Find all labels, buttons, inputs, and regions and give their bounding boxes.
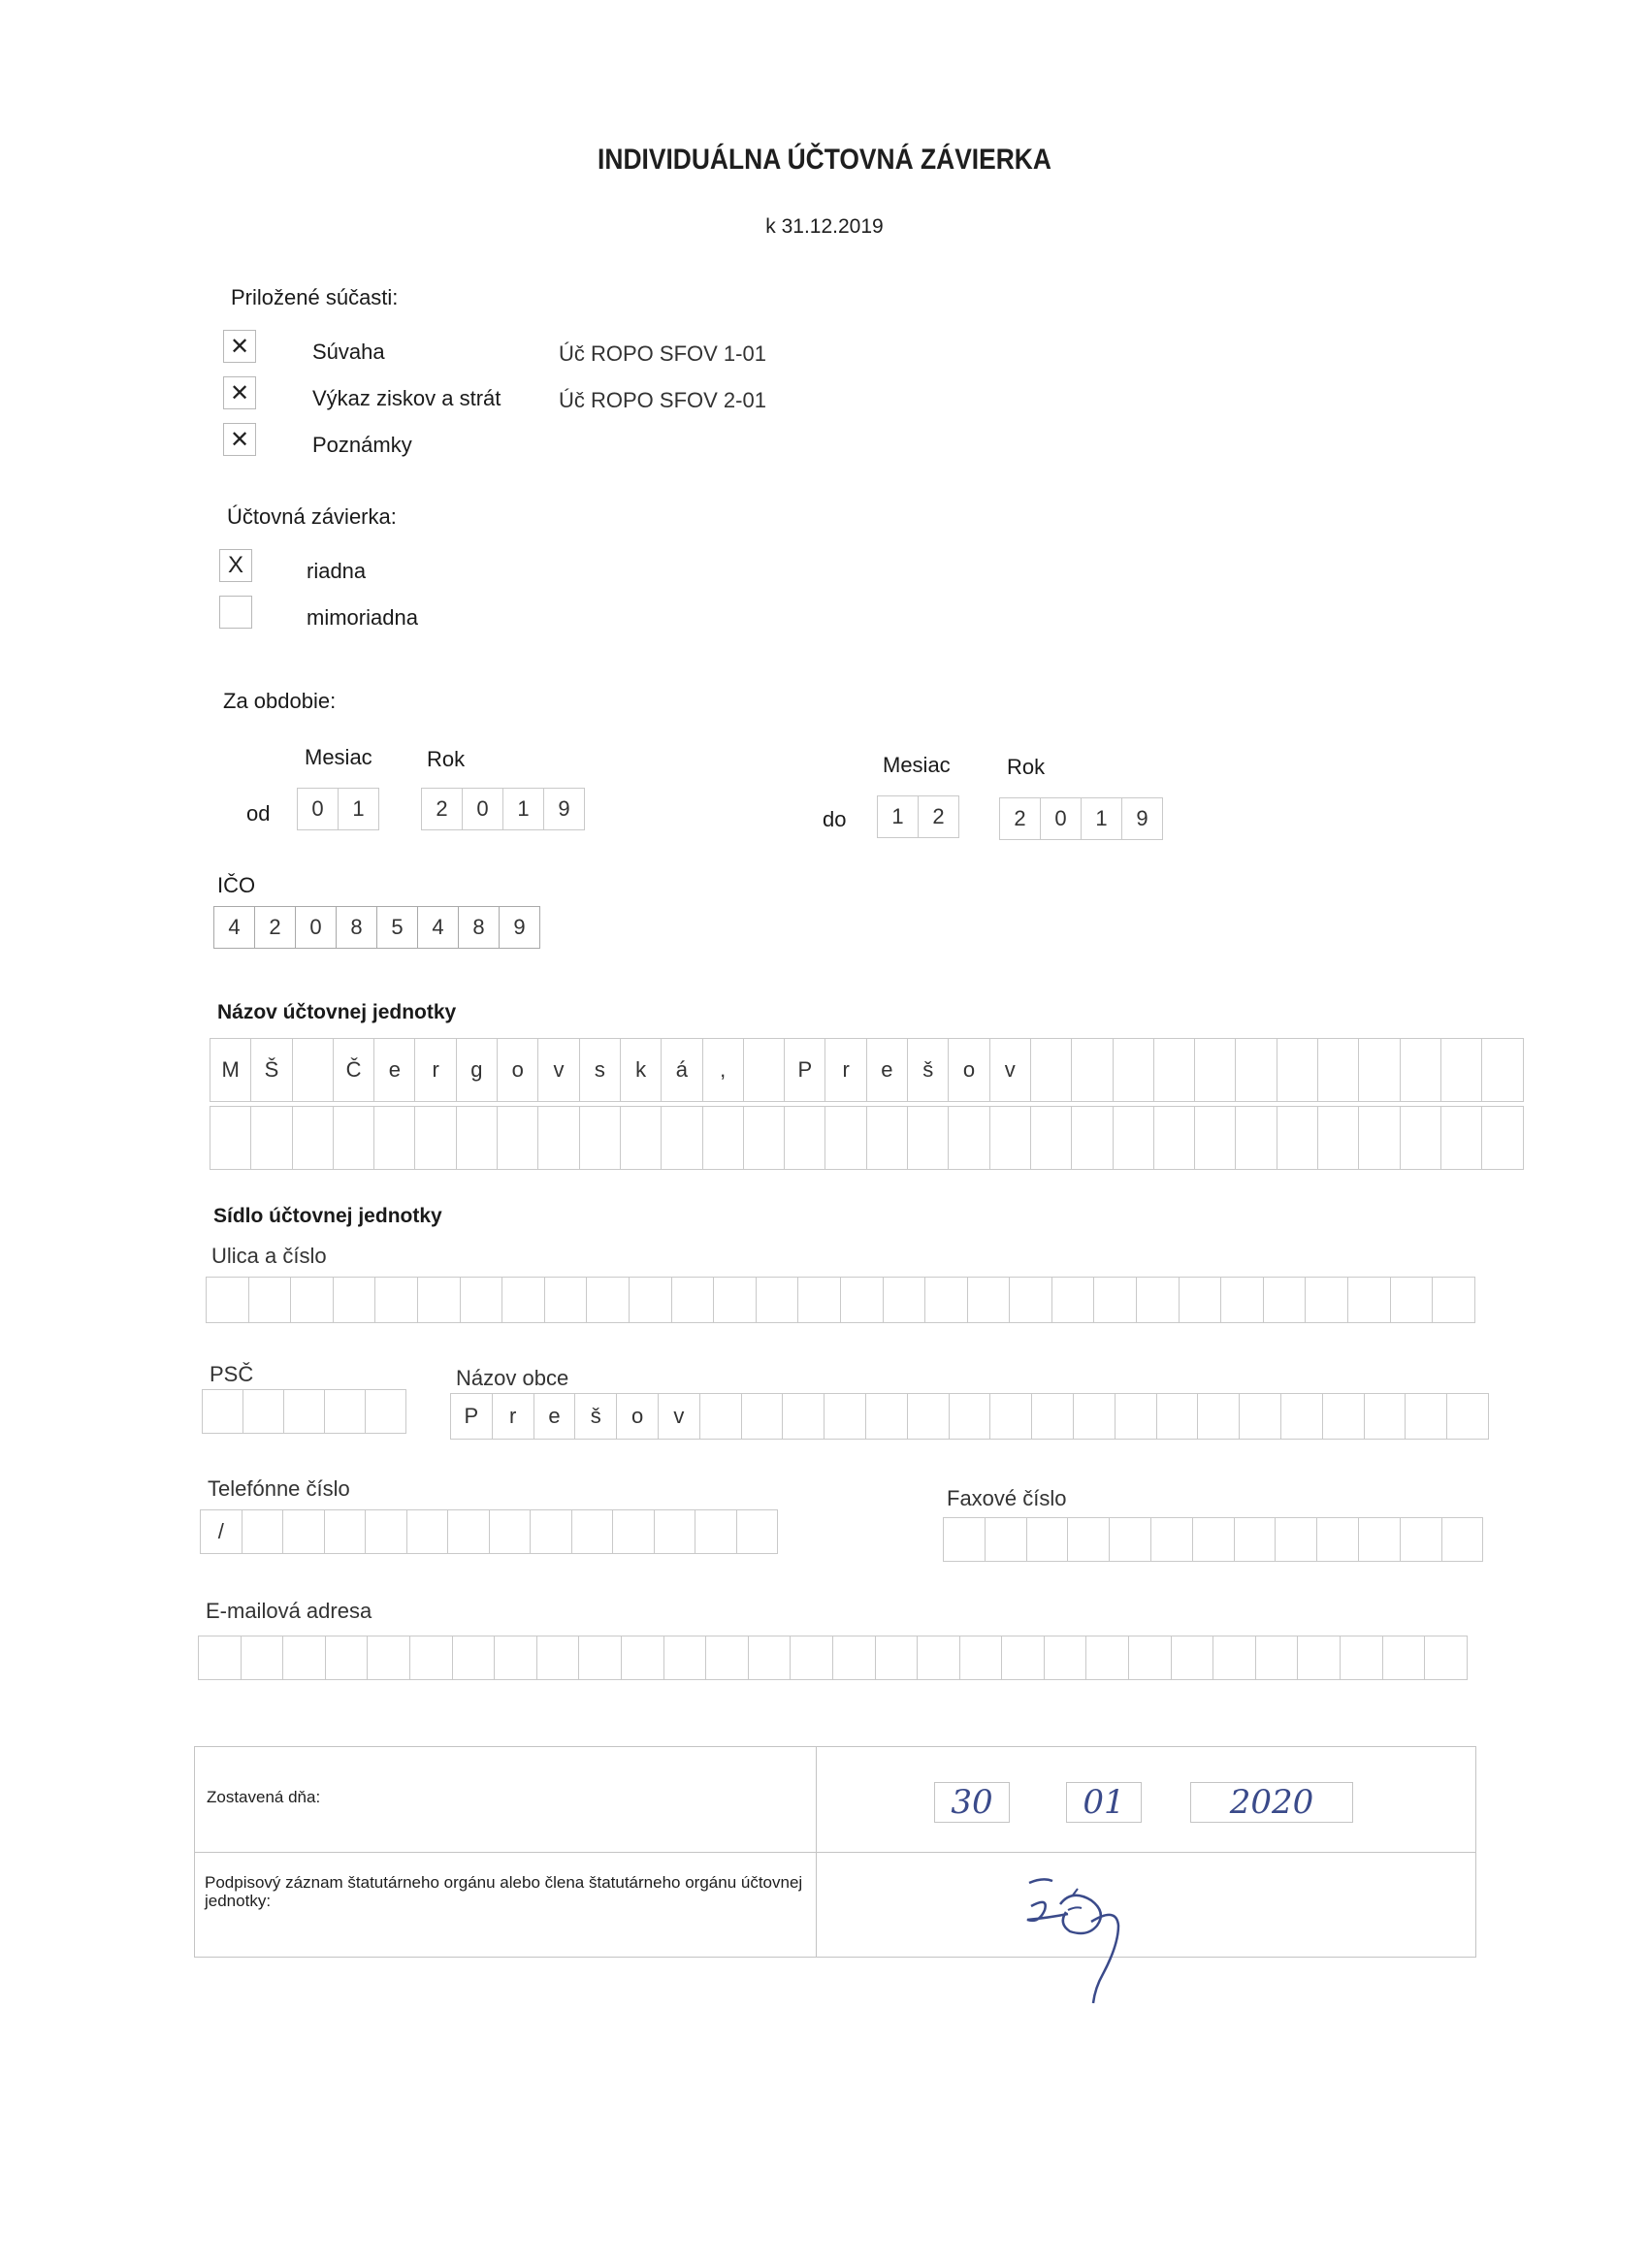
char-cell bbox=[944, 1517, 986, 1562]
compiled-date-label: Zostavená dňa: bbox=[207, 1788, 321, 1806]
char-cell bbox=[744, 1038, 785, 1102]
char-cell bbox=[1157, 1393, 1199, 1440]
digit-cell: 0 bbox=[463, 788, 503, 830]
char-cell: k bbox=[621, 1038, 662, 1102]
char-cell bbox=[1482, 1106, 1523, 1170]
char-cell bbox=[990, 1393, 1032, 1440]
char-cell bbox=[1154, 1106, 1195, 1170]
char-cell: Č bbox=[334, 1038, 374, 1102]
char-cell bbox=[242, 1636, 284, 1680]
period-from-year-label: Rok bbox=[427, 747, 466, 771]
period-heading: Za obdobie: bbox=[223, 689, 337, 713]
char-cell bbox=[714, 1277, 757, 1323]
char-cell bbox=[407, 1509, 449, 1554]
char-cell: r bbox=[825, 1038, 866, 1102]
char-cell bbox=[203, 1389, 243, 1434]
char-cell bbox=[1172, 1636, 1214, 1680]
char-cell bbox=[242, 1509, 284, 1554]
char-cell bbox=[990, 1106, 1031, 1170]
char-cell bbox=[531, 1509, 572, 1554]
char-cell bbox=[1027, 1517, 1069, 1562]
char-cell bbox=[1213, 1636, 1256, 1680]
char-cell bbox=[1348, 1277, 1391, 1323]
period-to-month-label: Mesiac bbox=[883, 753, 951, 777]
char-cell bbox=[461, 1277, 503, 1323]
char-cell bbox=[1045, 1636, 1087, 1680]
char-cell bbox=[283, 1636, 326, 1680]
char-cell bbox=[1137, 1277, 1180, 1323]
char-cell: á bbox=[662, 1038, 702, 1102]
char-cell bbox=[757, 1277, 799, 1323]
char-cell: s bbox=[580, 1038, 621, 1102]
char-cell bbox=[1010, 1277, 1052, 1323]
attachment-code: Úč ROPO SFOV 1-01 bbox=[559, 341, 766, 366]
signature-label: Podpisový záznam štatutárneho orgánu alebo člena štatutárneho orgánu účtovnej jednotky: bbox=[205, 1873, 803, 1910]
char-cell bbox=[744, 1106, 785, 1170]
digit-cell: 9 bbox=[1122, 797, 1163, 840]
char-cell bbox=[1031, 1106, 1072, 1170]
attachment-checkbox-suvaha[interactable]: ✕ bbox=[223, 330, 256, 363]
char-cell bbox=[334, 1106, 374, 1170]
char-cell bbox=[950, 1393, 991, 1440]
closing-type-label-mimoriadna: mimoriadna bbox=[307, 605, 418, 630]
char-cell bbox=[1180, 1277, 1222, 1323]
char-cell bbox=[622, 1636, 664, 1680]
digit-cell: 0 bbox=[296, 906, 337, 949]
report-date: k 31.12.2019 bbox=[765, 215, 884, 238]
char-cell bbox=[1365, 1393, 1406, 1440]
char-cell bbox=[291, 1277, 334, 1323]
char-cell bbox=[700, 1393, 742, 1440]
period-to-label: do bbox=[823, 807, 847, 831]
char-cell bbox=[334, 1277, 376, 1323]
char-cell bbox=[210, 1106, 251, 1170]
char-cell bbox=[545, 1277, 588, 1323]
column-divider bbox=[816, 1747, 817, 1957]
char-cell bbox=[587, 1277, 630, 1323]
char-cell bbox=[1359, 1038, 1400, 1102]
char-cell: r bbox=[415, 1038, 456, 1102]
phone-field[interactable] bbox=[200, 1509, 778, 1554]
char-cell bbox=[1447, 1393, 1489, 1440]
char-cell bbox=[833, 1636, 876, 1680]
char-cell bbox=[655, 1509, 696, 1554]
char-cell: v bbox=[538, 1038, 579, 1102]
char-cell bbox=[785, 1106, 825, 1170]
attachment-label: Súvaha bbox=[312, 340, 385, 364]
digit-cell: 9 bbox=[500, 906, 540, 949]
char-cell bbox=[1425, 1636, 1468, 1680]
char-cell bbox=[1114, 1038, 1154, 1102]
char-cell bbox=[908, 1393, 950, 1440]
char-cell bbox=[251, 1106, 292, 1170]
char-cell bbox=[1151, 1517, 1193, 1562]
closing-type-checkbox-mimoriadna[interactable] bbox=[219, 596, 252, 629]
ico-label: IČO bbox=[217, 873, 256, 897]
compiled-day-field[interactable] bbox=[934, 1782, 1010, 1823]
char-cell bbox=[1401, 1106, 1441, 1170]
char-cell: o bbox=[498, 1038, 538, 1102]
char-cell bbox=[1441, 1106, 1482, 1170]
char-cell bbox=[1240, 1393, 1281, 1440]
char-cell bbox=[1433, 1277, 1475, 1323]
char-cell: Š bbox=[251, 1038, 292, 1102]
closing-type-checkbox-riadna[interactable]: X bbox=[219, 549, 252, 582]
char-cell bbox=[1221, 1277, 1264, 1323]
period-to-month-field[interactable] bbox=[877, 795, 959, 838]
char-cell bbox=[621, 1106, 662, 1170]
char-cell bbox=[326, 1636, 369, 1680]
char-cell bbox=[695, 1509, 737, 1554]
char-cell bbox=[415, 1106, 456, 1170]
char-cell bbox=[1068, 1517, 1110, 1562]
char-cell bbox=[1264, 1277, 1307, 1323]
char-cell bbox=[374, 1106, 415, 1170]
char-cell bbox=[884, 1277, 926, 1323]
char-cell bbox=[418, 1277, 461, 1323]
attachment-label: Výkaz ziskov a strát bbox=[312, 386, 501, 410]
char-cell: š bbox=[908, 1038, 949, 1102]
entity-name-row-2[interactable] bbox=[210, 1106, 1524, 1170]
char-cell bbox=[986, 1517, 1027, 1562]
char-cell bbox=[613, 1509, 655, 1554]
char-cell: e bbox=[374, 1038, 415, 1102]
fax-field[interactable] bbox=[943, 1517, 1483, 1562]
digit-cell: 1 bbox=[339, 788, 379, 830]
entity-name-row-1[interactable] bbox=[210, 1038, 1524, 1102]
char-cell bbox=[293, 1106, 334, 1170]
char-cell bbox=[457, 1106, 498, 1170]
char-cell bbox=[325, 1389, 366, 1434]
char-cell bbox=[1277, 1038, 1318, 1102]
char-cell bbox=[249, 1277, 292, 1323]
char-cell bbox=[1323, 1393, 1365, 1440]
char-cell bbox=[867, 1106, 908, 1170]
street-field[interactable] bbox=[206, 1277, 1475, 1323]
char-cell bbox=[1114, 1106, 1154, 1170]
attachment-label: Poznámky bbox=[312, 433, 412, 457]
char-cell bbox=[1359, 1517, 1401, 1562]
char-cell bbox=[366, 1509, 407, 1554]
digit-cell: 1 bbox=[503, 788, 544, 830]
char-cell bbox=[1276, 1517, 1317, 1562]
char-cell bbox=[1094, 1277, 1137, 1323]
char-cell bbox=[366, 1389, 406, 1434]
char-cell bbox=[1441, 1038, 1482, 1102]
char-cell bbox=[1086, 1636, 1129, 1680]
ico-field[interactable] bbox=[213, 906, 540, 949]
char-cell bbox=[1318, 1106, 1359, 1170]
char-cell bbox=[284, 1389, 325, 1434]
char-cell bbox=[825, 1106, 866, 1170]
char-cell bbox=[1256, 1636, 1299, 1680]
entity-name-label: Názov účtovnej jednotky bbox=[217, 1001, 457, 1023]
street-label: Ulica a číslo bbox=[211, 1244, 327, 1268]
city-field[interactable] bbox=[450, 1393, 1489, 1440]
char-cell: e bbox=[534, 1393, 576, 1440]
attachments-heading: Priložené súčasti: bbox=[231, 285, 399, 309]
char-cell bbox=[791, 1636, 833, 1680]
digit-cell: 4 bbox=[214, 906, 255, 949]
char-cell bbox=[293, 1038, 334, 1102]
char-cell bbox=[742, 1393, 784, 1440]
char-cell bbox=[664, 1636, 707, 1680]
char-cell bbox=[1406, 1393, 1447, 1440]
compiled-year-field[interactable] bbox=[1190, 1782, 1353, 1823]
psc-field[interactable] bbox=[202, 1389, 406, 1434]
char-cell bbox=[453, 1636, 496, 1680]
digit-cell: 0 bbox=[1041, 797, 1082, 840]
compiled-day: 30 bbox=[951, 1783, 993, 1822]
digit-cell: 1 bbox=[878, 795, 919, 838]
char-cell bbox=[448, 1509, 490, 1554]
period-to-year-field[interactable] bbox=[999, 797, 1163, 840]
fax-label: Faxové číslo bbox=[947, 1486, 1067, 1510]
char-cell bbox=[949, 1106, 989, 1170]
char-cell bbox=[283, 1509, 325, 1554]
char-cell bbox=[1442, 1517, 1484, 1562]
digit-cell: 0 bbox=[298, 788, 339, 830]
char-cell bbox=[662, 1106, 702, 1170]
char-cell bbox=[1195, 1106, 1236, 1170]
char-cell bbox=[1074, 1393, 1116, 1440]
email-label: E-mailová adresa bbox=[206, 1599, 372, 1623]
char-cell bbox=[1116, 1393, 1157, 1440]
char-cell bbox=[368, 1636, 410, 1680]
char-cell bbox=[572, 1509, 614, 1554]
period-to-year-label: Rok bbox=[1007, 755, 1046, 779]
char-cell bbox=[703, 1106, 744, 1170]
char-cell: š bbox=[575, 1393, 617, 1440]
char-cell bbox=[1401, 1517, 1442, 1562]
char-cell: g bbox=[457, 1038, 498, 1102]
char-cell bbox=[824, 1393, 866, 1440]
char-cell bbox=[1359, 1106, 1400, 1170]
digit-cell: 8 bbox=[337, 906, 377, 949]
char-cell bbox=[1482, 1038, 1523, 1102]
char-cell bbox=[1052, 1277, 1095, 1323]
digit-cell: 2 bbox=[422, 788, 463, 830]
char-cell bbox=[783, 1393, 824, 1440]
char-cell bbox=[1110, 1517, 1151, 1562]
city-label: Názov obce bbox=[456, 1366, 569, 1390]
char-cell bbox=[1072, 1106, 1113, 1170]
seat-label: Sídlo účtovnej jednotky bbox=[213, 1205, 442, 1227]
char-cell bbox=[1154, 1038, 1195, 1102]
char-cell bbox=[1031, 1038, 1072, 1102]
char-cell bbox=[490, 1509, 532, 1554]
char-cell bbox=[537, 1636, 580, 1680]
char-cell bbox=[706, 1636, 749, 1680]
char-cell bbox=[630, 1277, 672, 1323]
char-cell: e bbox=[867, 1038, 908, 1102]
char-cell bbox=[1277, 1106, 1318, 1170]
char-cell bbox=[1072, 1038, 1113, 1102]
char-cell bbox=[737, 1509, 779, 1554]
char-cell bbox=[968, 1277, 1011, 1323]
char-cell bbox=[579, 1636, 622, 1680]
psc-label: PSČ bbox=[210, 1362, 254, 1386]
period-from-year-field[interactable] bbox=[421, 788, 585, 830]
char-cell bbox=[908, 1106, 949, 1170]
period-from-month-field[interactable] bbox=[297, 788, 379, 830]
char-cell bbox=[199, 1636, 242, 1680]
char-cell bbox=[538, 1106, 579, 1170]
char-cell bbox=[866, 1393, 908, 1440]
char-cell bbox=[918, 1636, 960, 1680]
char-cell: P bbox=[785, 1038, 825, 1102]
char-cell bbox=[1317, 1517, 1359, 1562]
char-cell: v bbox=[659, 1393, 700, 1440]
char-cell bbox=[749, 1636, 792, 1680]
digit-cell: 5 bbox=[377, 906, 418, 949]
period-from-month-label: Mesiac bbox=[305, 745, 372, 769]
char-cell bbox=[1129, 1636, 1172, 1680]
signature-table bbox=[194, 1746, 1476, 1958]
attachment-code: Úč ROPO SFOV 2-01 bbox=[559, 388, 766, 412]
char-cell bbox=[375, 1277, 418, 1323]
char-cell bbox=[1401, 1038, 1441, 1102]
char-cell bbox=[876, 1636, 919, 1680]
period-from-label: od bbox=[246, 801, 271, 826]
char-cell bbox=[502, 1277, 545, 1323]
compiled-month-field[interactable] bbox=[1066, 1782, 1142, 1823]
char-cell: o bbox=[617, 1393, 659, 1440]
phone-label: Telefónne číslo bbox=[208, 1476, 350, 1501]
char-cell bbox=[1032, 1393, 1074, 1440]
char-cell bbox=[1383, 1636, 1426, 1680]
char-cell: o bbox=[949, 1038, 989, 1102]
closing-type-label-riadna: riadna bbox=[307, 559, 367, 583]
char-cell bbox=[207, 1277, 249, 1323]
char-cell bbox=[243, 1389, 284, 1434]
char-cell: , bbox=[703, 1038, 744, 1102]
char-cell: P bbox=[451, 1393, 493, 1440]
char-cell bbox=[410, 1636, 453, 1680]
digit-cell: 2 bbox=[919, 795, 959, 838]
char-cell bbox=[1341, 1636, 1383, 1680]
char-cell bbox=[925, 1277, 968, 1323]
char-cell bbox=[1391, 1277, 1434, 1323]
attachment-checkbox-vykaz[interactable]: ✕ bbox=[223, 376, 256, 409]
char-cell bbox=[1236, 1038, 1277, 1102]
digit-cell: 2 bbox=[1000, 797, 1041, 840]
char-cell bbox=[960, 1636, 1003, 1680]
char-cell: v bbox=[990, 1038, 1031, 1102]
char-cell bbox=[1236, 1106, 1277, 1170]
char-cell: M bbox=[210, 1038, 251, 1102]
email-field[interactable] bbox=[198, 1636, 1468, 1680]
char-cell bbox=[841, 1277, 884, 1323]
closing-type-heading: Účtovná závierka: bbox=[227, 504, 397, 529]
compiled-year: 2020 bbox=[1229, 1783, 1314, 1822]
char-cell bbox=[1002, 1636, 1045, 1680]
char-cell bbox=[1318, 1038, 1359, 1102]
handwritten-signature bbox=[1010, 1867, 1155, 2013]
char-cell bbox=[1298, 1636, 1341, 1680]
char-cell bbox=[1306, 1277, 1348, 1323]
char-cell bbox=[1198, 1393, 1240, 1440]
char-cell bbox=[1281, 1393, 1323, 1440]
char-cell bbox=[1193, 1517, 1235, 1562]
digit-cell: 4 bbox=[418, 906, 459, 949]
digit-cell: 2 bbox=[255, 906, 296, 949]
digit-cell: 9 bbox=[544, 788, 585, 830]
char-cell bbox=[798, 1277, 841, 1323]
attachment-checkbox-poznamky[interactable]: ✕ bbox=[223, 423, 256, 456]
char-cell bbox=[498, 1106, 538, 1170]
char-cell bbox=[1195, 1038, 1236, 1102]
char-cell bbox=[495, 1636, 537, 1680]
digit-cell: 1 bbox=[1082, 797, 1122, 840]
compiled-month: 01 bbox=[1083, 1783, 1125, 1822]
char-cell bbox=[580, 1106, 621, 1170]
page-title: INDIVIDUÁLNA ÚČTOVNÁ ZÁVIERKA bbox=[598, 144, 1051, 176]
char-cell bbox=[672, 1277, 715, 1323]
char-cell bbox=[1235, 1517, 1277, 1562]
char-cell bbox=[325, 1509, 367, 1554]
digit-cell: 8 bbox=[459, 906, 500, 949]
char-cell: r bbox=[493, 1393, 534, 1440]
char-cell: / bbox=[201, 1509, 242, 1554]
